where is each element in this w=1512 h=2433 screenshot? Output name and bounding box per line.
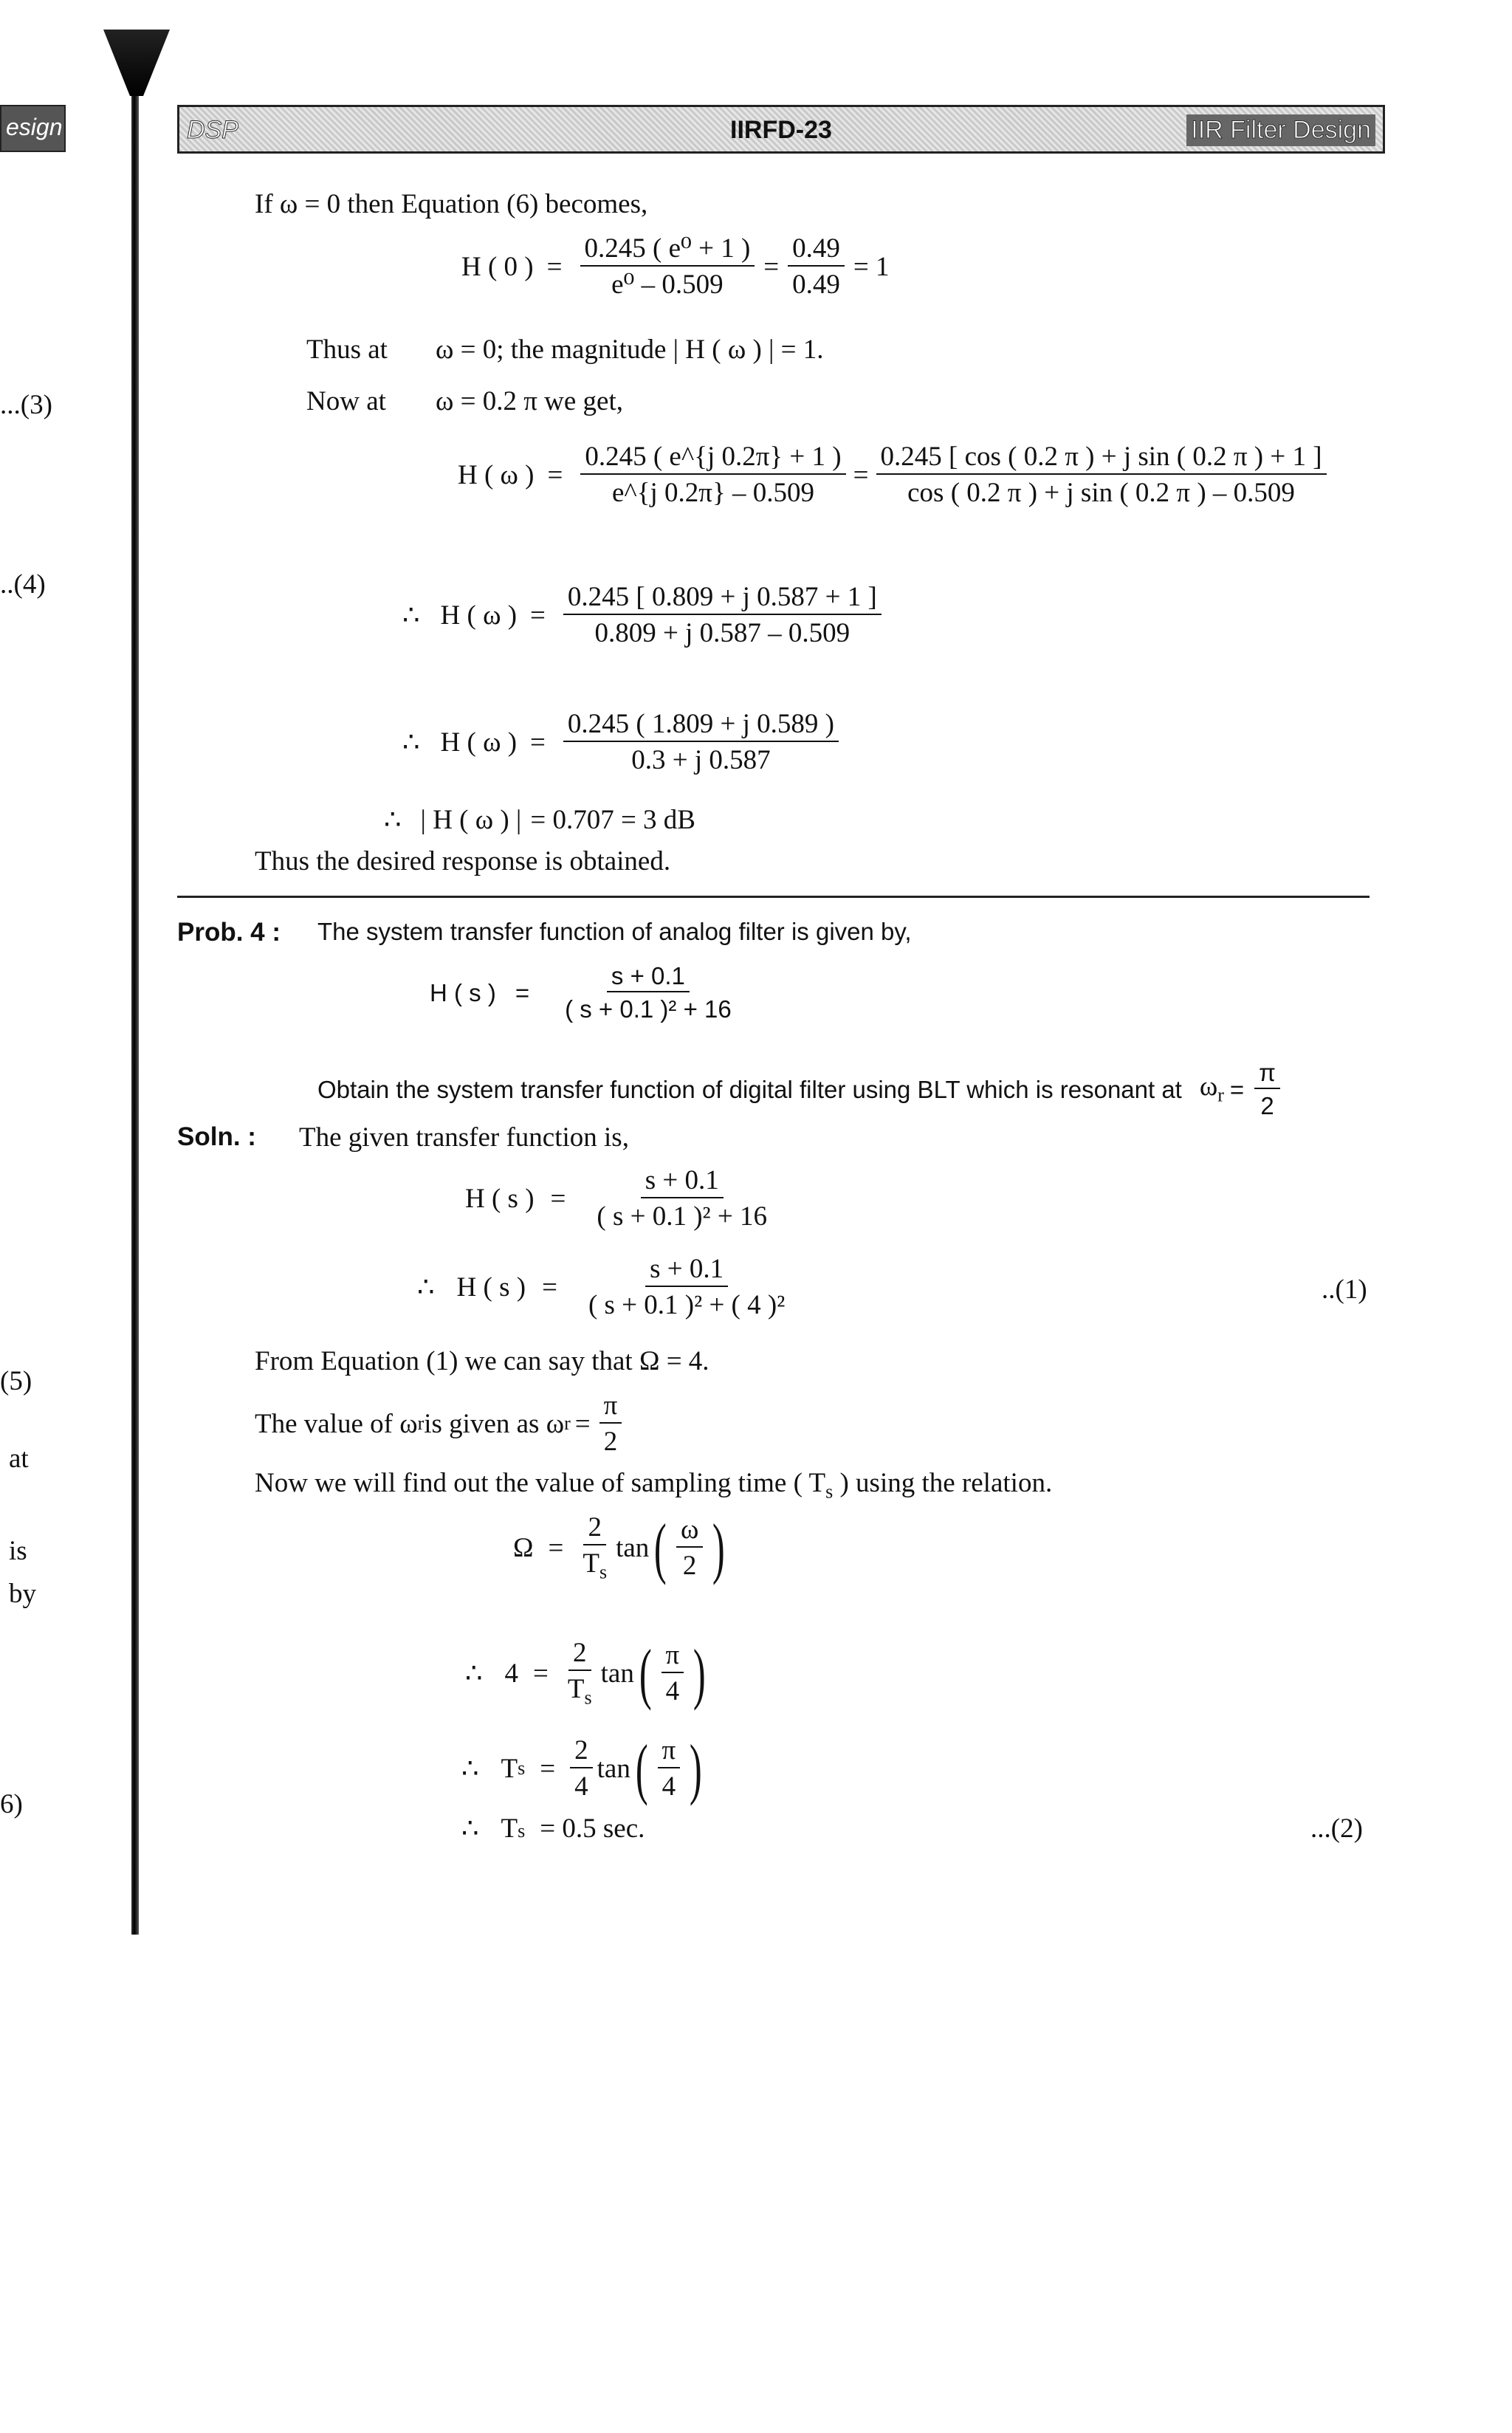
book-spine: [131, 44, 139, 1935]
intro-text: If ω = 0 then Equation (6) becomes,: [255, 189, 648, 219]
problem-label: Prob. 4 :: [177, 918, 281, 947]
problem-obtain: Obtain the system transfer function of digital filter using BLT which is resonant at $\omega_r$ = $\frac{\pi}{2}$: [317, 1060, 1285, 1118]
equation-step2: ∴ H ( ω ) = $\frac{0.245 [ 0.809 + j 0.587 + 1 ]}{0.809 + j 0.587 - 0.509}$: [402, 583, 886, 647]
margin-fragment: ...(3): [0, 390, 52, 420]
now-text: ω = 0.2 π we get,: [436, 386, 623, 416]
result-ts: ∴ T s = 0.5 sec.: [461, 1813, 645, 1844]
margin-fragment: ..(4): [0, 569, 46, 600]
relation-four: ∴ 4 = $\frac{2}{T_s}$ tan ( $\frac{\pi}{4}$ ): [465, 1635, 706, 1711]
page-header: [177, 105, 1385, 154]
conclusion-text: Thus the desired response is obtained.: [255, 846, 671, 876]
margin-fragment: (5): [0, 1366, 32, 1396]
from-equation-text: From Equation (1) we can say that Ω = 4.: [255, 1346, 709, 1376]
equation-h0: H ( 0 ) = $\frac{\text{0.245 ( e⁰ + 1 )}}{\text{e⁰ – 0.509}}$ = $\frac{0.49}{0.49}$ = 1: [461, 233, 890, 300]
margin-fragment: 6): [0, 1789, 23, 1819]
thus-label: Thus at: [306, 334, 388, 365]
page-number: IIRFD-23: [730, 116, 832, 144]
now-label: Now at: [306, 386, 386, 416]
solution-equation-1: H ( s ) = $\frac{s + 0.1}{\text{( s + 0.1 )² + 16}}$: [465, 1165, 768, 1232]
equation-tag-1: ..(1): [1322, 1274, 1367, 1305]
relation-omega: Ω = $\frac{2}{T_s}$ tan ( $\frac{\omega}{2}$ ): [513, 1509, 726, 1585]
margin-fragment: at: [9, 1444, 29, 1474]
thus-text: ω = 0; the magnitude | H ( ω ) | = 1.: [436, 334, 824, 365]
problem-equation: H ( s ) = $\frac{s + 0.1}{\text{( s + 0.1 )² + 16}}$: [430, 962, 732, 1023]
equation-hw: H ( ω ) = $\frac{0.245 ( e\^{}\{j 0.2\pi\} + 1 )}{e\^{}\{j 0.2\pi\} - 0.509}$ = $\frac{\text{0.245 [ cos ( 0.2 π ) + j sin ( 0.2 π ) + 1 ]}}{\text{cos ( 0.2 π ) + j sin ( 0.2 π ) – 0.509}}$: [458, 443, 1331, 507]
previous-page-header-text: esign: [6, 114, 63, 140]
margin-fragment: by: [9, 1579, 36, 1609]
problem-statement: The system transfer function of analog filter is given by,: [317, 918, 912, 945]
magnitude-result: ∴ | H ( ω ) | = 0.707 = 3 dB: [384, 805, 695, 835]
sampling-time-text: Now we will find out the value of sampling time ( $T_s$ ) using the relation.: [255, 1468, 1053, 1503]
solution-equation-2: ∴ H ( s ) = $\frac{s + 0.1}{\text{( s + 0.1 )² + ( 4 )²}}$: [417, 1254, 786, 1320]
equation-tag-2: ...(2): [1310, 1813, 1363, 1844]
header-left-label: DSP: [187, 116, 238, 144]
relation-ts: ∴ T s = $\frac{2}{4}$ tan ( $\frac{\pi}{4}$ ): [461, 1730, 702, 1806]
header-chapter-title: IIR Filter Design: [1186, 114, 1375, 146]
previous-page-header-fragment: [0, 105, 66, 152]
equation-step3: ∴ H ( ω ) = $\frac{0.245 ( 1.809 + j 0.589 )}{0.3 + j 0.587}$: [402, 710, 843, 774]
section-divider: [177, 896, 1370, 898]
margin-fragment: is: [9, 1536, 27, 1566]
book-spine-top: [103, 30, 170, 96]
solution-intro: The given transfer function is,: [299, 1122, 629, 1153]
omega-r-value-text: The value of ω r is given as ω r = $\frac{\pi}{2}$: [255, 1392, 626, 1455]
solution-label: Soln. :: [177, 1122, 256, 1151]
